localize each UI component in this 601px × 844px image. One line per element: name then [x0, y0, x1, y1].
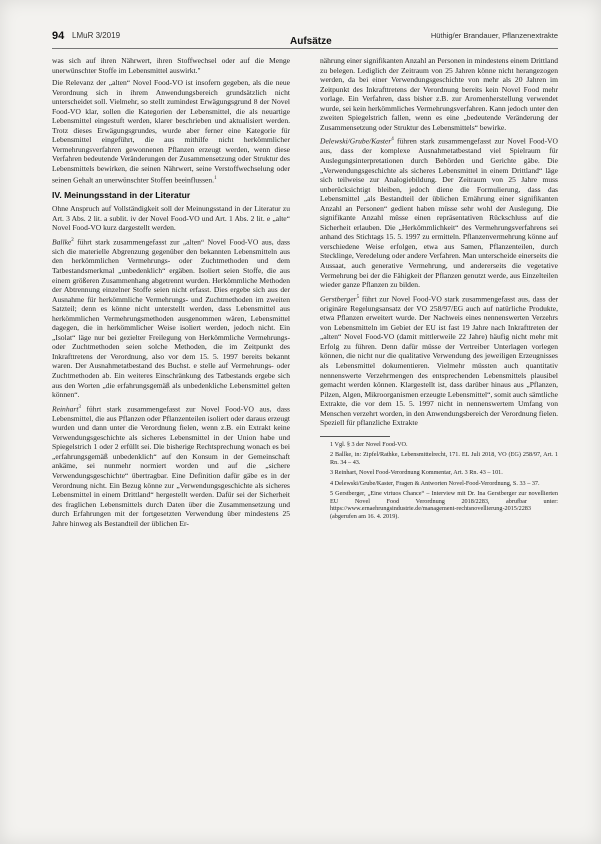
page-number: 94 [52, 30, 65, 42]
paragraph: Ohne Anspruch auf Vollständigkeit soll der Meinungsstand in der Literatur zu Art. 3 Abs. 2 lit. a sublit. iv der Novel Food-VO und Art. 1 Abs. 2 lit. e „alte“ Novel Food-VO kurz dargestellt werden. [52, 204, 290, 233]
running-authors: Hüthig/er Brandauer, Pflanzenextrakte [430, 31, 558, 40]
paragraph: was sich auf ihren Nährwert, ihren Stoffwechsel oder auf die Menge unerwünschter Stoffe im Lebensmittel auswirkt." [52, 56, 290, 75]
author-name: Delewski/Grube/Kaster [320, 136, 392, 146]
footnote: 5 Gerstberger, „Eine virtuos Chance“ – Interview mit Dr. Ina Gerstberger zur novellierten EU Novel Food Verordnung 2018/2283, abrufbar unter: https://www.ernaehrungsindustrie.de/management-rechtsnovellierung-2015/2283 (abgerufen am 16. 4. 2019). [330, 490, 558, 520]
paragraph: Ballke$^2$ führt stark zusammengefasst zur „alten“ Novel Food-VO aus, dass sich die materielle Abgrenzung gegenüber den bekannten Lebensmitteln aus den herkömmlichen Vermehrungs- oder Zuchtmethoden und dem Tatbestandsmerkmal „unbedenklich“ ergäben. Isoliert seien Stoffe, die aus einem größeren Zusammenhang abgetrennt wurden. Herkömmliche Methoden der Abtrennung einzelner Stoffe seien nicht erfasst. Dies ergebe sich aus der Ausnahme für herkömmliche Vermehrungs- und Zuchtmethoden im zweiten Satzteil; denn es könne nicht unterstellt werden, dass Lebensmittel aus herkömmlichen Vermehrungsmethoden ausgenommen wären, Lebensmittel dagegen, die in herkömmlicher Weise isoliert werden, jedoch nicht. Ein „Isolat“ läge nur bei gezielter Freilegung von Herkömmliche Vermehrungs- oder Zuchtmethoden seien solche Methoden, die im Zeitpunkt des Inkrafttretens der Verordnung, also vor dem 15. 5. 1997 bereits bekannt waren. Der Ausnahmetatbestand des Buchst. e stelle auf Vermehrungs- oder Zuchtmethoden ab. Ein weiteres Einschränkung des Tatbestands ergebe sich aus den Worten „die erfahrungsgemäß als unbedenkliche Lebensmittel gelten können“. [52, 237, 290, 400]
left-column [52, 56, 290, 531]
right-column [320, 56, 558, 523]
author-name: Gerstberger [320, 294, 357, 304]
author-name: Reinhart [52, 404, 79, 414]
paragraph: Delewski/Grube/Kaster$^4$ führen stark zusammengefasst zur Novel Food-VO aus, dass der komplexe Ausnahmetatbestand viel Spielraum für Auslegungsinterpretationen durch Behörden und Gerichte gäbe. Die „Verwendungsgeschichte als sicheres Lebensmittel in einem Drittland“ läge sich teilweise zur Analogiebildung. Der Zeitraum von 25 Jahre muss unberücksichtigt bleiben, jedoch diene die Formulierung, dass das Lebensmittel „als Bestandteil der üblichen Ernährung einer signifikanten Anzahl an Personen“ gedient haben müsse sehr wohl der Auslegung. Die signifikante Anzahl müsse einen repräsentativen Rückschluss auf die Sicherheit erlauben. Die „Herkömmlichkeit“ des Vermehrungsverfahrens sei anhand des Stichtags 15. 5. 1997 zu ermitteln. Pflanzenvermehrung könne auf verschiedene Weise erfolgen, etwa aus Samen, Pflanzenteilen, durch Stecklinge, Veredelung oder andere Verfahren. Man unterscheide einerseits die Aussaat, auch generative Vermehrung, und andererseits die vegetative Vermehrung bei der die Fähigkeit der Pflanzen genutzt werde, aus Einzelteilen wieder ganze Pflanzen zu bilden. [320, 136, 558, 290]
footnotes [320, 441, 558, 521]
page-header [52, 30, 558, 48]
footnote: 1 Vgl. § 3 der Novel Food-VO. [330, 440, 408, 448]
section-heading: IV. Meinungsstand in der Literatur [52, 189, 191, 200]
journal-citation: LMuR 3/2019 [72, 31, 121, 40]
footnote: 4 Delewski/Grube/Kaster, Fragen & Antworten Novel-Food-Verordnung, S. 33 – 37. [330, 479, 540, 487]
footnote: 2 Ballke, in: Zipfel/Rathke, Lebensmittelrecht, 171. EL Juli 2018, VO (EG) 258/97, Art. 1 Rn. 34 – 43. [330, 451, 558, 466]
paragraph: Reinhart$^3$ führt stark zusammengefasst zur Novel Food-VO aus, dass Lebensmittel, die aus Pflanzen oder Pflanzenteilen isoliert oder daraus erzeugt wurden und dann unter die Verordnung fielen, wenn z.B. ein Extrakt keine Verwendungsgeschichte als sicheres Lebensmittel in der Union habe und Spiegelstrich 1 oder 2 erfüllt sei. Die bisherige Rechtsprechung wonach es bei „erfahrungsgemäß unbedenklich“ auf den Konsum in der Gemeinschaft ankäme, sei nunmehr normiert worden und auf die „sichere Verwendungsgeschichte“ übertragbar. Eine Definition dafür gäbe es in der Verordnung nicht. Ein Bezug könne zur „Verwendungsgeschichte als sicheres Lebensmittel in einem Drittland“ hergestellt werden. Dafür sei der Sicherheit des fraglichen Lebensmittels durch Daten über die Zusammensetzung und durch Erfahrungen mit der fortgesetzten Verwendung über mindestens 25 Jahre hinweg als Bestandteil der üblichen Er- [52, 404, 290, 528]
paragraph: nährung einer signifikanten Anzahl an Personen in mindestens einem Drittland zu belegen. Lediglich der Zeitraum von 25 Jahren könne nicht herangezogen werden, da bei einer Verwendungsgeschichte von mehr als 20 Jahren im Zeitpunkt des Inkrafttretens der Verordnung bereits kein Novel Food mehr vorlage. Ein Verfahren, dass bisher z.B. zur Aromenherstellung verwendet wurde, sei kein herkömmliches Vermehrungsverfahren. Kann jedoch unter den zweiten Spiegelstrich fallen, wenn es eine „bedeutende Veränderung der Zusammensetzung oder Struktur des Lebensmittels“ bewirke. [320, 56, 558, 132]
header-rule [52, 48, 558, 49]
author-name: Ballke [52, 237, 72, 247]
paragraph: Die Relevanz der „alten“ Novel Food-VO ist insofern gegeben, als die neue Verordnung sich in ihrem Anwendungsbereich grundsätzlich nicht unterscheidet soll. Vielmehr, so stellt zumindest Erwägungsgrund 8 der Novel Food-VO klar, sollen die Kategorien der Lebensmittel, die als neuartige Lebensmittel eingestuft werden, klarer beschrieben und aktualisiert werden. Trotz dieses Erwägungsgrundes, wurde aber ferner eine Kategorie für Lebensmittel eingeführt, die aus mithilfe nicht herkömmlicher Vermehrungsverfahren gewonnenen Pflanzen erzeugt werden, wenn diese Verfahren bedeutende Veränderungen der Zusammensetzung oder Struktur des Lebensmittels bewirken, die seinen Nährwert, seine Verstoffwechselung oder seinen Gehalt an unerwünschter Stoffen beeinflussen.$^1$ [52, 78, 290, 185]
section-title: Aufsätze [290, 36, 332, 47]
footnote: 3 Reinhart, Novel Food-Verordnung Kommentar, Art. 3 Rn. 43 – 101. [330, 469, 503, 477]
paragraph: Gerstberger$^5$ führt zur Novel Food-VO stark zusammengefasst aus, dass der originäre Regelungsansatz der VO 258/97/EG auch auf natürliche Produkte, etwa Pflanzen erweitert wurde. Der Nachweis eines nennenswerten Verzehrs von Lebensmitteln im Gebiet der EU ist fast 19 Jahre nach Inkrafttreten der „alten“ Novel Food-VO (damit mittlerweile 22 Jahre) häufig nicht mehr mit Erfolg zu führen. Denn dafür müsse der Vertreiber Unterlagen vorlegen können, die nicht nur die qualitative Verwendung des jeweiligen Erzeugnisses als Lebensmittel dokumentieren. Vielmehr müssten auch quantitativ nennenswerte Verzehrmengen des entsprechenden Lebensmittels plausibel gemacht werden können. Klargestellt ist, dass darüber hinaus aus „Pflanzen, Pilzen, Algen, Mikroorganismen erzeugte Lebensmittel“, somit auch sämtliche Extrakte, die vor dem 15. 5. 1997 nicht in nennenswertem Umfang von Menschen verzehrt worden, in den Anwendungsbereich der Verordnung fielen. Speziell für pflanzliche Extrakte [320, 294, 558, 428]
footnote-rule [320, 436, 390, 437]
